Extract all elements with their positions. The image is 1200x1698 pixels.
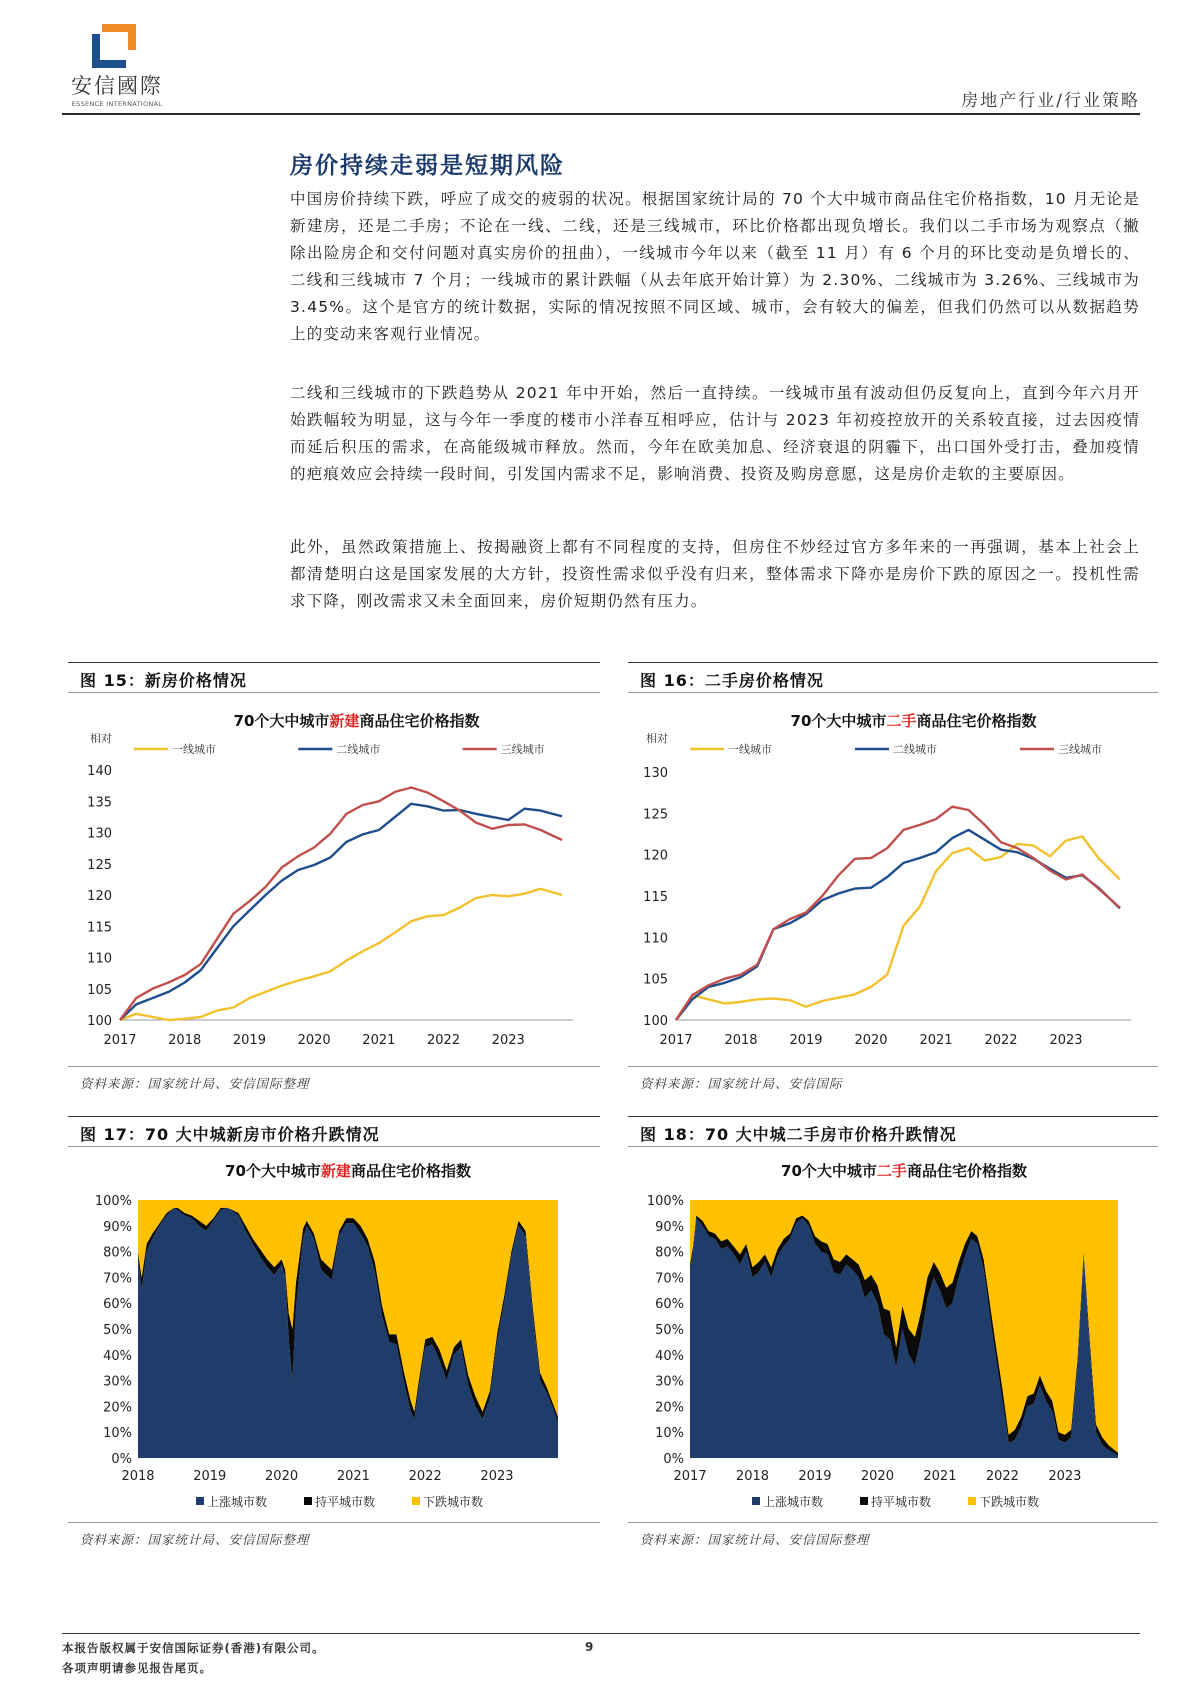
company-logo	[62, 18, 172, 108]
fig15-caption: 图 15：新房价格情况	[80, 671, 247, 690]
fig16-xtick-4: 2021	[919, 1033, 953, 1048]
paragraph-2: 二线和三线城市的下跌趋势从 2021 年中开始，然后一直持续。一线城市虽有波动但仍反复向上，直到今年六月开始跌幅较为明显，这与今年一季度的楼市小洋春互相呼应，估计与 2023 年初疫控放开的关系较直接，过去因疫情而延后积压的需求，在高能级城市释放。然而，今年在欧美加息、经济衰退的阴霾下，出口国外受打击，叠加疫情的疤痕效应会持续一段时间，引发国内需求不足，影响消费、投资及购房意愿，这是房价走软的主要原因。	[290, 384, 1140, 483]
fig18-legend-swatch-1	[860, 1497, 868, 1505]
fig18-ytick-10: 100%	[646, 1194, 684, 1209]
fig17-legend-swatch-0	[196, 1497, 204, 1505]
fig17-xtick-0: 2018	[121, 1469, 155, 1484]
fig15-xtick-1: 2018	[168, 1033, 202, 1048]
fig17-ytick-1: 10%	[103, 1426, 132, 1442]
fig17-title	[225, 1162, 471, 1180]
fig15-title-part-0: 70个大中城市	[233, 712, 330, 730]
fig16-xtick-6: 2023	[1049, 1033, 1083, 1048]
fig15-xtick-0: 2017	[103, 1033, 137, 1048]
fig15-ytick-4: 120	[87, 889, 112, 904]
fig17-source: 资料来源：国家统计局、安信国际整理	[80, 1532, 310, 1547]
fig16-xtick-2: 2019	[789, 1033, 823, 1048]
fig18-title-part-2: 商品住宅价格指数	[906, 1162, 1027, 1180]
fig15-ytick-5: 125	[87, 857, 112, 873]
logo-name-en: ESSENCE INTERNATIONAL	[71, 100, 163, 108]
fig16-ytick-2: 110	[643, 931, 668, 947]
fig18-ytick-2: 20%	[655, 1400, 684, 1416]
fig18-ytick-4: 40%	[655, 1348, 684, 1364]
fig15-title-part-1: 新建	[329, 712, 360, 730]
fig15-legend-label-0: 一线城市	[172, 743, 216, 756]
fig15-source: 资料来源：国家统计局、安信国际整理	[80, 1076, 310, 1091]
fig17-legend-swatch-2	[412, 1497, 420, 1505]
fig18-top-rule	[628, 1116, 1158, 1117]
footer-divider	[62, 1633, 1140, 1634]
fig15-ytick-2: 110	[87, 951, 112, 967]
fig16-chart	[628, 696, 1158, 1058]
fig18-ytick-1: 10%	[655, 1426, 684, 1442]
fig15-ytick-3: 115	[87, 920, 112, 936]
fig16-ytick-0: 100	[643, 1014, 668, 1029]
fig15-ytick-7: 135	[87, 795, 112, 811]
footer-disclaimer: 各项声明请参见报告尾页。	[62, 1661, 212, 1675]
fig16-ytick-1: 105	[643, 972, 668, 988]
fig17-ytick-2: 20%	[103, 1400, 132, 1416]
fig18-ytick-3: 30%	[655, 1374, 684, 1390]
fig18-ytick-0: 0%	[663, 1452, 684, 1467]
paragraph-3: 此外，虽然政策措施上、按揭融资上都有不同程度的支持，但房住不炒经过官方多年来的一再强调，基本上社会上都清楚明白这是国家发展的大方针，投资性需求似乎没有归来，整体需求下降亦是房价下跌的原因之一。投机性需求下降，刚改需求又未全面回来，房价短期仍然有压力。	[290, 538, 1140, 610]
fig18-legend-label-2: 下跌城市数	[979, 1495, 1040, 1509]
fig15-series-line-2	[120, 788, 562, 1021]
page-number: 9	[585, 1640, 594, 1654]
fig16-caption-rule	[628, 692, 1158, 693]
header-divider	[62, 113, 1140, 115]
fig16-xtick-1: 2018	[724, 1033, 758, 1048]
fig18-title	[781, 1162, 1027, 1180]
fig15-legend-label-2: 三线城市	[500, 743, 545, 756]
fig15-legend-label-1: 二线城市	[336, 743, 381, 756]
fig15-xtick-6: 2023	[491, 1033, 525, 1048]
fig15-xtick-3: 2020	[297, 1033, 331, 1048]
fig15-bottom-rule	[68, 1066, 600, 1067]
fig17-legend-label-1: 持平城市数	[315, 1495, 376, 1509]
fig17-ytick-0: 0%	[111, 1452, 132, 1467]
logo-name-cn: 安信國際	[71, 74, 163, 98]
fig18-bottom-rule	[628, 1522, 1158, 1523]
fig17-ytick-3: 30%	[103, 1374, 132, 1390]
fig17-title-part-0: 70个大中城市	[225, 1162, 321, 1180]
fig16-ylabel: 相对	[646, 732, 668, 745]
fig15-top-rule	[68, 662, 600, 663]
fig16-title	[791, 712, 1037, 730]
fig17-ytick-9: 90%	[103, 1219, 132, 1235]
fig15-chart	[68, 696, 600, 1058]
fig15-title	[234, 712, 480, 730]
section-title: 房价持续走弱是短期风险	[290, 153, 565, 179]
fig18-legend-label-0: 上涨城市数	[763, 1495, 824, 1509]
fig15-ytick-0: 100	[87, 1014, 112, 1029]
fig18-caption: 图 18：70 大中城二手房市价格升跌情况	[640, 1125, 957, 1144]
fig17-ytick-5: 50%	[103, 1323, 132, 1338]
report-category: 房地产行业/行业策略	[961, 91, 1140, 111]
fig17-legend-label-2: 下跌城市数	[423, 1495, 484, 1509]
fig15-series-line-0	[120, 889, 562, 1020]
fig18-legend-swatch-2	[968, 1497, 976, 1505]
fig16-ytick-5: 125	[643, 807, 668, 823]
fig16-ytick-6: 130	[643, 766, 668, 781]
fig18-ytick-5: 50%	[655, 1323, 684, 1338]
fig16-ytick-4: 120	[643, 848, 668, 864]
fig18-ytick-8: 80%	[655, 1245, 684, 1261]
fig18-caption-rule	[628, 1146, 1158, 1147]
fig15-ytick-8: 140	[87, 764, 112, 779]
fig17-ytick-8: 80%	[103, 1245, 132, 1261]
fig17-ytick-4: 40%	[103, 1348, 132, 1364]
fig18-legend-swatch-0	[752, 1497, 760, 1505]
fig17-legend-label-0: 上涨城市数	[207, 1495, 268, 1509]
fig16-legend-label-0: 一线城市	[728, 743, 772, 756]
fig17-xtick-1: 2019	[193, 1469, 227, 1484]
fig15-series-line-1	[120, 804, 562, 1020]
fig16-caption: 图 16：二手房价格情况	[640, 671, 824, 690]
fig16-legend-label-2: 三线城市	[1058, 743, 1102, 756]
fig17-xtick-4: 2022	[408, 1469, 442, 1484]
fig16-bottom-rule	[628, 1066, 1158, 1067]
footer-copyright: 本报告版权属于安信国际证券(香港)有限公司。	[62, 1641, 325, 1655]
fig18-xtick-5: 2022	[985, 1469, 1019, 1484]
logo-mark-icon	[92, 24, 136, 68]
fig17-xtick-5: 2023	[480, 1469, 514, 1484]
fig16-title-part-0: 70个大中城市	[790, 712, 887, 730]
fig16-xtick-3: 2020	[854, 1033, 888, 1048]
fig18-xtick-4: 2021	[923, 1469, 957, 1484]
fig17-ytick-6: 60%	[103, 1297, 132, 1313]
fig18-source: 资料来源：国家统计局、安信国际整理	[640, 1532, 870, 1547]
fig18-xtick-6: 2023	[1048, 1469, 1082, 1484]
fig16-series-line-0	[676, 837, 1120, 1021]
fig16-title-part-2: 商品住宅价格指数	[916, 712, 1037, 730]
fig15-xtick-5: 2022	[427, 1033, 461, 1048]
fig15-caption-rule	[68, 692, 600, 693]
fig18-ytick-9: 90%	[655, 1219, 684, 1235]
fig17-title-part-1: 新建	[320, 1162, 351, 1180]
fig17-chart	[68, 1150, 600, 1520]
fig16-series-line-1	[676, 830, 1120, 1020]
fig17-xtick-3: 2021	[336, 1469, 370, 1484]
fig16-title-part-1: 二手	[886, 712, 917, 730]
fig17-ytick-7: 70%	[103, 1271, 132, 1287]
fig18-ytick-7: 70%	[655, 1271, 684, 1287]
fig18-legend-label-1: 持平城市数	[871, 1495, 932, 1509]
fig18-xtick-0: 2017	[673, 1469, 707, 1484]
fig18-xtick-3: 2020	[860, 1469, 894, 1484]
fig18-ytick-6: 60%	[655, 1297, 684, 1313]
fig18-title-part-0: 70个大中城市	[781, 1162, 877, 1180]
fig17-legend-swatch-1	[304, 1497, 312, 1505]
fig17-xtick-2: 2020	[265, 1469, 299, 1484]
fig15-ytick-1: 105	[87, 982, 112, 998]
fig16-xtick-5: 2022	[984, 1033, 1018, 1048]
paragraph-1: 中国房价持续下跌，呼应了成交的疲弱的状况。根据国家统计局的 70 个大中城市商品住宅价格指数，10 月无论是新建房，还是二手房；不论在一线、二线，还是三线城市，环比价格都出现负增长。我们以二手市场为观察点（撇除出险房企和交付问题对真实房价的扭曲），一线城市今年以来（截至 11 月）有 6 个月的环比变动是负增长的、二线和三线城市 7 个月；一线城市的累计跌幅（从去年底开始计算）为 2.30%、二线城市为 3.26%、三线城市为 3.45%。这个是官方的统计数据，实际的情况按照不同区域、城市，会有较大的偏差，但我们仍然可以从数据趋势上的变动来客观行业情况。	[290, 190, 1140, 343]
fig16-xtick-0: 2017	[659, 1033, 693, 1048]
fig15-xtick-4: 2021	[362, 1033, 396, 1048]
fig17-caption-rule	[68, 1146, 600, 1147]
fig16-legend-label-1: 二线城市	[893, 743, 937, 756]
fig16-ytick-3: 115	[643, 890, 668, 905]
fig16-source: 资料来源：国家统计局、安信国际	[640, 1076, 843, 1091]
fig18-xtick-2: 2019	[798, 1469, 832, 1484]
fig17-bottom-rule	[68, 1522, 600, 1523]
fig17-title-part-2: 商品住宅价格指数	[350, 1162, 471, 1180]
fig18-xtick-1: 2018	[735, 1469, 770, 1484]
fig18-title-part-1: 二手	[876, 1162, 907, 1180]
fig16-series-line-2	[676, 807, 1120, 1020]
fig17-ytick-10: 100%	[94, 1194, 132, 1209]
fig15-title-part-2: 商品住宅价格指数	[359, 712, 480, 730]
fig15-ytick-6: 130	[87, 826, 112, 842]
fig17-caption: 图 17：70 大中城新房市价格升跌情况	[80, 1125, 380, 1144]
fig15-ylabel: 相对	[90, 732, 112, 745]
fig15-xtick-2: 2019	[232, 1033, 266, 1048]
fig16-top-rule	[628, 662, 1158, 663]
fig17-top-rule	[68, 1116, 600, 1117]
fig18-chart	[628, 1150, 1158, 1520]
